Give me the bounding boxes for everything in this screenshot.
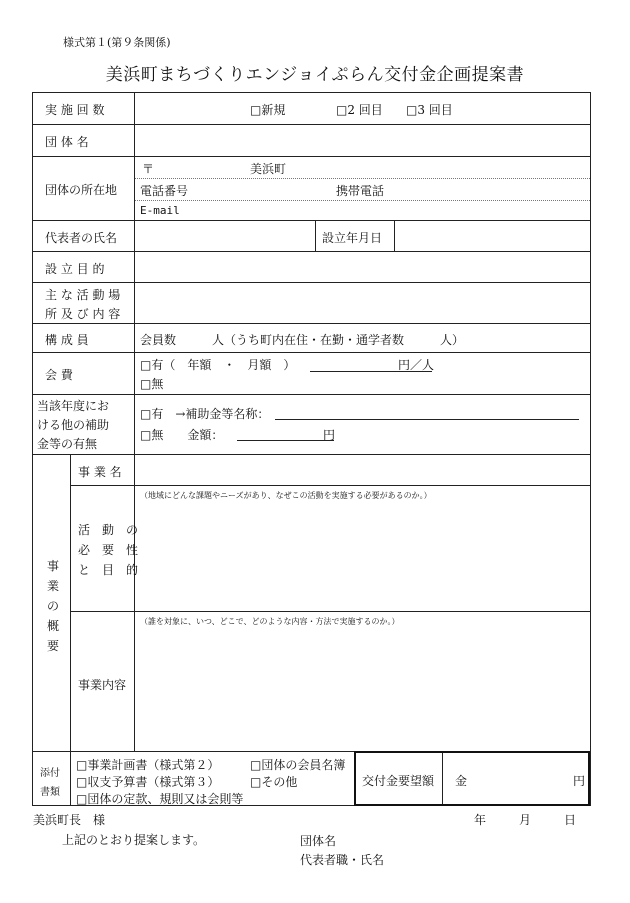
necessity-label: と 目 的 xyxy=(78,563,139,577)
table-border-left xyxy=(32,92,33,806)
attach-plan[interactable]: □事業計画書（様式第２） xyxy=(76,758,220,772)
row-divider xyxy=(32,454,590,455)
row-divider xyxy=(32,156,590,157)
row-divider xyxy=(70,611,590,612)
members-text: 会員数 人（うち町内在住・在勤・通学者数 人） xyxy=(140,333,465,347)
group-signature: 団体名 xyxy=(300,834,337,848)
subsidy-label-3: 金等の有無 xyxy=(37,437,98,451)
overview-side-divider xyxy=(70,454,71,806)
row-divider xyxy=(70,485,590,486)
town-label: 美浜町 xyxy=(250,162,287,176)
subsidy-label-2: ける他の補助 xyxy=(37,418,110,432)
necessity-hint: （地域にどんな課題やニーズがあり、なぜこの活動を実施する必要があるのか。） xyxy=(140,491,432,500)
subsidy-amount-underline xyxy=(237,440,334,441)
row-divider xyxy=(32,394,590,395)
necessity-label: 活 動 の xyxy=(78,523,139,537)
count-label: 実 施 回 数 xyxy=(45,103,105,117)
table-border-top xyxy=(32,92,590,93)
content-label: 事業内容 xyxy=(78,678,127,692)
address-subline xyxy=(134,200,590,201)
fee-unit: 円／人 xyxy=(398,358,435,372)
overview-char: の xyxy=(47,599,60,613)
subsidy-unit: 円 xyxy=(323,428,336,442)
row-divider xyxy=(32,220,590,221)
attach-rules[interactable]: □団体の定款、規則又は会則等 xyxy=(76,792,244,806)
project-name-label: 事 業 名 xyxy=(78,465,122,479)
fee-label: 会 費 xyxy=(45,368,73,382)
overview-char: 概 xyxy=(47,619,60,633)
attach-label-2: 書類 xyxy=(40,787,60,798)
date-line: 年 月 日 xyxy=(474,813,580,827)
subsidy-label-1: 当該年度にお xyxy=(37,399,110,413)
founded-divider xyxy=(394,220,395,252)
mobile-label: 携帯電話 xyxy=(336,184,385,198)
amount-unit: 円 xyxy=(573,774,586,788)
postal-mark: 〒 xyxy=(142,162,155,176)
members-label: 構 成 員 xyxy=(45,333,89,347)
overview-char: 業 xyxy=(47,579,60,593)
representative-signature: 代表者職・氏名 xyxy=(300,853,385,867)
necessity-label: 必 要 性 xyxy=(78,543,139,557)
request-label: 交付金要望額 xyxy=(362,774,435,788)
overview-label-divider xyxy=(134,454,135,752)
row-divider xyxy=(32,124,590,125)
rep-divider xyxy=(315,220,316,252)
row-divider xyxy=(32,251,590,252)
table-border-right xyxy=(590,92,591,806)
address-label: 団体の所在地 xyxy=(45,183,118,197)
mayor-line: 美浜町長 様 xyxy=(33,813,106,827)
label-column-divider xyxy=(134,92,135,455)
attach-other[interactable]: □その他 xyxy=(250,775,298,789)
rep-label: 代表者の氏名 xyxy=(45,231,118,245)
form-id: 様式第１(第９条関係) xyxy=(63,36,171,49)
overview-char: 要 xyxy=(47,639,60,653)
row-divider xyxy=(32,323,590,324)
group-name-label: 団 体 名 xyxy=(45,135,89,149)
address-subline xyxy=(134,178,590,179)
row-divider xyxy=(32,282,590,283)
purpose-label: 設 立 目 的 xyxy=(45,262,105,276)
subsidy-no[interactable]: □無 金額： xyxy=(140,428,224,442)
content-hint: （誰を対象に、いつ、どこで、どのような内容・方法で実施するのか。） xyxy=(140,617,400,626)
activity-label-2: 所 及 び 内 容 xyxy=(45,307,121,321)
fee-no[interactable]: □無 xyxy=(140,377,164,391)
option-second[interactable]: □2 回目 xyxy=(336,103,383,117)
attach-label-1: 添付 xyxy=(40,768,60,779)
email-label: E-mail xyxy=(140,204,180,217)
amount-prefix: 金 xyxy=(455,774,468,788)
row-divider xyxy=(32,352,590,353)
fee-yes[interactable]: □有（ 年額 ・ 月額 ） xyxy=(140,358,296,372)
option-new[interactable]: □新規 xyxy=(250,103,286,117)
subsidy-name-underline xyxy=(275,419,579,420)
founded-label: 設立年月日 xyxy=(322,231,383,245)
overview-char: 事 xyxy=(47,559,60,573)
subsidy-yes[interactable]: □有 →補助金等名称： xyxy=(140,407,270,421)
activity-label-1: 主 な 活 動 場 xyxy=(45,288,121,302)
proposal-line: 上記のとおり提案します。 xyxy=(62,833,206,847)
attach-budget[interactable]: □収支予算書（様式第３） xyxy=(76,775,220,789)
phone-label: 電話番号 xyxy=(140,184,189,198)
page-title: 美浜町まちづくりエンジョイぷらん交付金企画提案書 xyxy=(105,65,525,85)
attach-members[interactable]: □団体の会員名簿 xyxy=(250,758,346,772)
option-third[interactable]: □3 回目 xyxy=(406,103,453,117)
